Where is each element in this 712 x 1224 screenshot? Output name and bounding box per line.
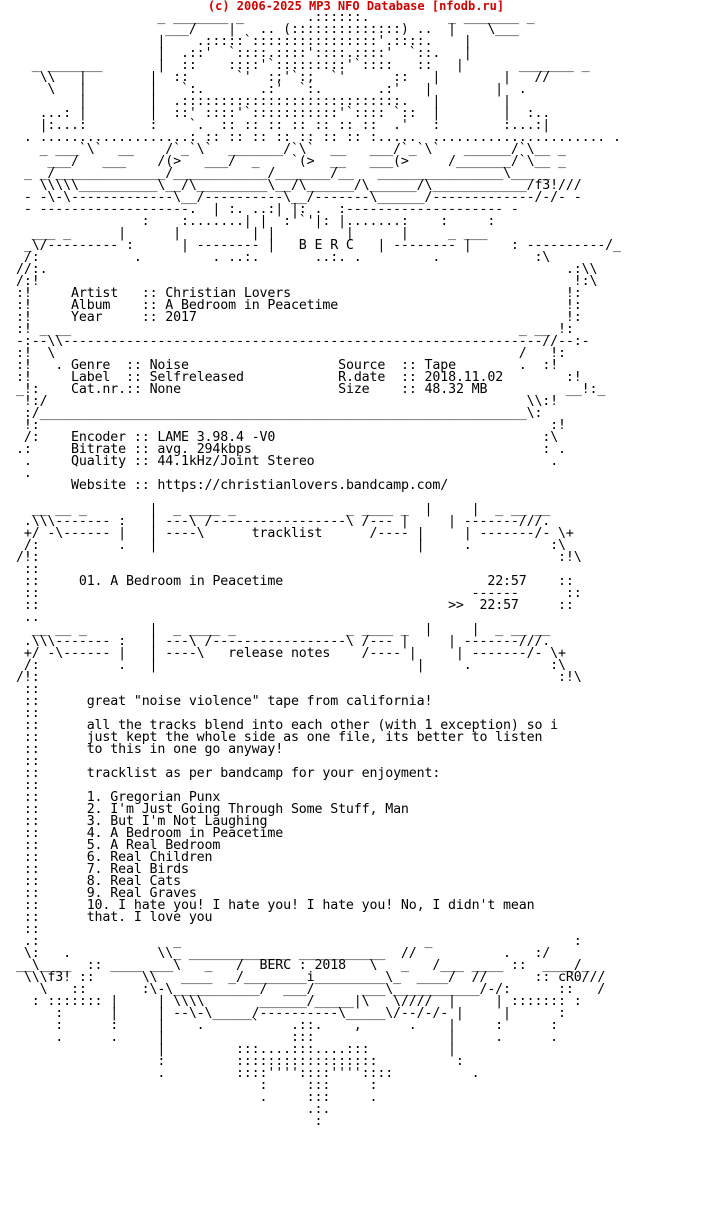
album-value: A Bedroom in Peacetime: [165, 298, 339, 313]
track-number: 01.: [78, 574, 103, 589]
rdate-value: 2018.11.02: [424, 370, 504, 385]
bitrate-label: Bitrate: [71, 442, 126, 457]
rdate-label: R.date: [338, 370, 394, 385]
release-note-paragraph: tracklist as per bandcamp for your enjoyment:: [86, 766, 441, 781]
genre-label: Genre: [71, 358, 126, 373]
source-value: Tape: [424, 358, 456, 373]
release-group: B E R C: [298, 238, 354, 253]
website-label: Website: [71, 478, 126, 493]
bitrate-value: avg. 294kbps: [157, 442, 252, 457]
genre-value: Noise: [149, 358, 339, 373]
year-label: Year: [71, 310, 126, 325]
encoder-label: Encoder: [71, 430, 126, 445]
catnr-value: None: [149, 382, 339, 397]
total-duration: 22:57: [479, 598, 519, 613]
artist-value: Christian Lovers: [165, 286, 291, 301]
bandcamp-track: 3. But I'm Not Laughing: [86, 814, 268, 829]
footer-tag-right: cR0: [558, 970, 582, 985]
encoder-value: LAME 3.98.4 -V0: [157, 430, 276, 445]
bandcamp-track: that. I love you: [86, 910, 213, 925]
release-note-paragraph: just kept the whole side as one file, its better to listen: [86, 730, 543, 745]
footer-group: BERC: [259, 958, 291, 973]
website-value: https://christianlovers.bandcamp.com/: [157, 478, 449, 493]
bandcamp-track: 5. A Real Bedroom: [86, 838, 221, 853]
bandcamp-track: 9. Real Graves: [86, 886, 197, 901]
release-note-paragraph: great "noise violence" tape from california!: [86, 694, 433, 709]
bandcamp-track: 8. Real Cats: [86, 874, 181, 889]
bandcamp-track: 4. A Bedroom in Peacetime: [86, 826, 284, 841]
footer-year: 2018: [314, 958, 346, 973]
copyright-header: (c) 2006-2025 MP3 NFO Database [nfodb.ru]: [207, 0, 505, 13]
bandcamp-track: 10. I hate you! I hate you! I hate you! No, I didn't mean: [86, 898, 535, 913]
size-value: 48.32 MB: [424, 382, 488, 397]
bandcamp-track: 6. Real Children: [86, 850, 213, 865]
source-label: Source: [338, 358, 394, 373]
bandcamp-track: 2. I'm Just Going Through Some Stuff, Man: [86, 802, 409, 817]
label-label: Label: [71, 370, 126, 385]
track-duration: 22:57: [487, 574, 527, 589]
footer-tag-left: f3!: [47, 970, 71, 985]
artist-label: Artist: [71, 286, 126, 301]
bandcamp-track: 7. Real Birds: [86, 862, 189, 877]
release-note-paragraph: all the tracks blend into each other (with 1 exception) so i: [86, 718, 559, 733]
bandcamp-track: 1. Gregorian Punx: [86, 790, 221, 805]
label-value: Selfreleased: [149, 370, 339, 385]
release-note-paragraph: to this in one go anyway!: [86, 742, 284, 757]
year-value: 2017: [165, 310, 197, 325]
quality-label: Quality: [71, 454, 126, 469]
total-marker: >>: [448, 598, 464, 613]
catnr-label: Cat.nr.: [71, 382, 126, 397]
tracklist-heading: tracklist: [251, 526, 323, 541]
quality-value: 44.1kHz/Joint Stereo: [157, 454, 315, 469]
album-label: Album: [71, 298, 126, 313]
size-label: Size: [338, 382, 394, 397]
notes-heading: release notes: [228, 646, 331, 661]
track-title: A Bedroom in Peacetime: [110, 574, 488, 589]
nfo-document: _ _______ _ .::::::. _ _______ _ ___/ | .. (::::::::::::::) .. | \___ | .:::::`::::::::::::::::'.::::. | | .::' `::::.::::'::::.::::' `::. | _ _______ | :: ::::'`:::::::::'`:::: :: | _______ _ \\ | | :: `' :;'`:; `' :: | | // \ | | `:. .:' `:. .:' | | . | | .::::::::::::::::::::::::::::. | | ...: | | ::' ::::'`:::::::::::'`:::: `:: | | :.. |:...: : `. :: :: :: :: :: :: :: .' : :...:| . ...................: :: :: :: :: :: :: :: :..... ...................... . _ ___`\` __ /`_`\` _______/`\` __ ___/`_`\` ______/`\__ _ ___/ ___ /(> ___/ _ `(> __ ___(> /_______/`\__ _ _ _/______________/____________/_______/__ ________________\___ _ \\\\\__________\__/\_________\__/\______/\______/\____________/f3!/// - -\-\-------------\__/----------\__/-------\______/-------------/-/- - - -------------------. | :. ..:| |: . :-------------------- - : :.......| | :'`'|: |.......: : : ___ _ | | | | | | _ ___ _\/--------- : | -------- | B E R C | -------- | : ----------/_ /: . . ..:. ..:. . . :\ //:. .:\\ /:! !:\ :! Artist :: Christian Lovers !: :! Album :: A Bedroom in Peacetime !: :! Year :: 2017 !: :! _ __ _ __ !: -:--\\-------------------------------------------------------------//--:- :! \ / !: :! . Genre :: Noise Source :: Tape . :! :! Label :: Selfreleased R.date :: 2018.11.02 :! _!: Cat.nr.:: None Size :: 48.32 MB __!:_ !:/ \\:! :/______________________________________________________________\: !: :! /: Encoder :: LAME 3.98.4 -V0 :\ .: Bitrate :: avg. 294kbps : . . Quality :: 44.1kHz/Joint Stereo . . Website :: https://christianlovers.bandcamp.com/ __ __ _ | _ ____ _ _ ____ _ | | _ __ __ .\\\------- : | ---\ /-----------------\ /--- | | -------///. +/ -\------ | | ----\ tracklist /---- | | -------/- \+ /: . | | . :\ /!: :!\ :: :: 01. A Bedroom in Peacetime 22:57 :: :: ------ :: :: >> 22:57 :: .. __ __ _ | _ ____ _ _ ____ _ | | _ __ __ .\\\------- : | ---\ /-----------------\ /--- | | -------///. +/ -\------ | | ----\ release notes /---- | | -------/- \+ /: . | | . :\ /!: :!\ :: :: great "noise violence" tape from california! :: :: all the tracks blend into each other (with 1 exception) so i :: just kept the whole side as one file, its better to listen :: to this in one go anyway! :: :: tracklist as per bandcamp for your enjoyment: :: :: 1. Gregorian Punx :: 2. I'm Just Going Through Some Stuff, Man :: 3. But I'm Not Laughing :: 4. A Bedroom in Peacetime :: 5. A Real Bedroom :: 6. Real Children :: 7. Real Birds :: 8. Real Cats :: 9. Real Graves :: 10. I hate you! I hate you! I hate you! No, I didn't mean :: that. I love you :: .: _ _ : \: . \\_ _____________ ___________ // . :/ __\____ :: ____ ___\ _ / BERC : 2018 \ _ /___ ____ :: ____/_ \\\f3! :: \\ ____ _/________i_________\_ ____/ // :: cR0/// \ :: :\-\___________/ ___/ ___\___________/-/: :: / : ::::::: | | \\\\ ______/_____|\ \//// | | ::::::: : : | | --\-\_____/----------\_____\/--/-/- | | : : : | . ` .::. , . | : : . . | ::: | . . | :::....:::....::: | : :::::::::::::::::: : . ::::''''::::'''':::: . : ::: : . ::: . .:. :: [16, 10, 621, 1129]
